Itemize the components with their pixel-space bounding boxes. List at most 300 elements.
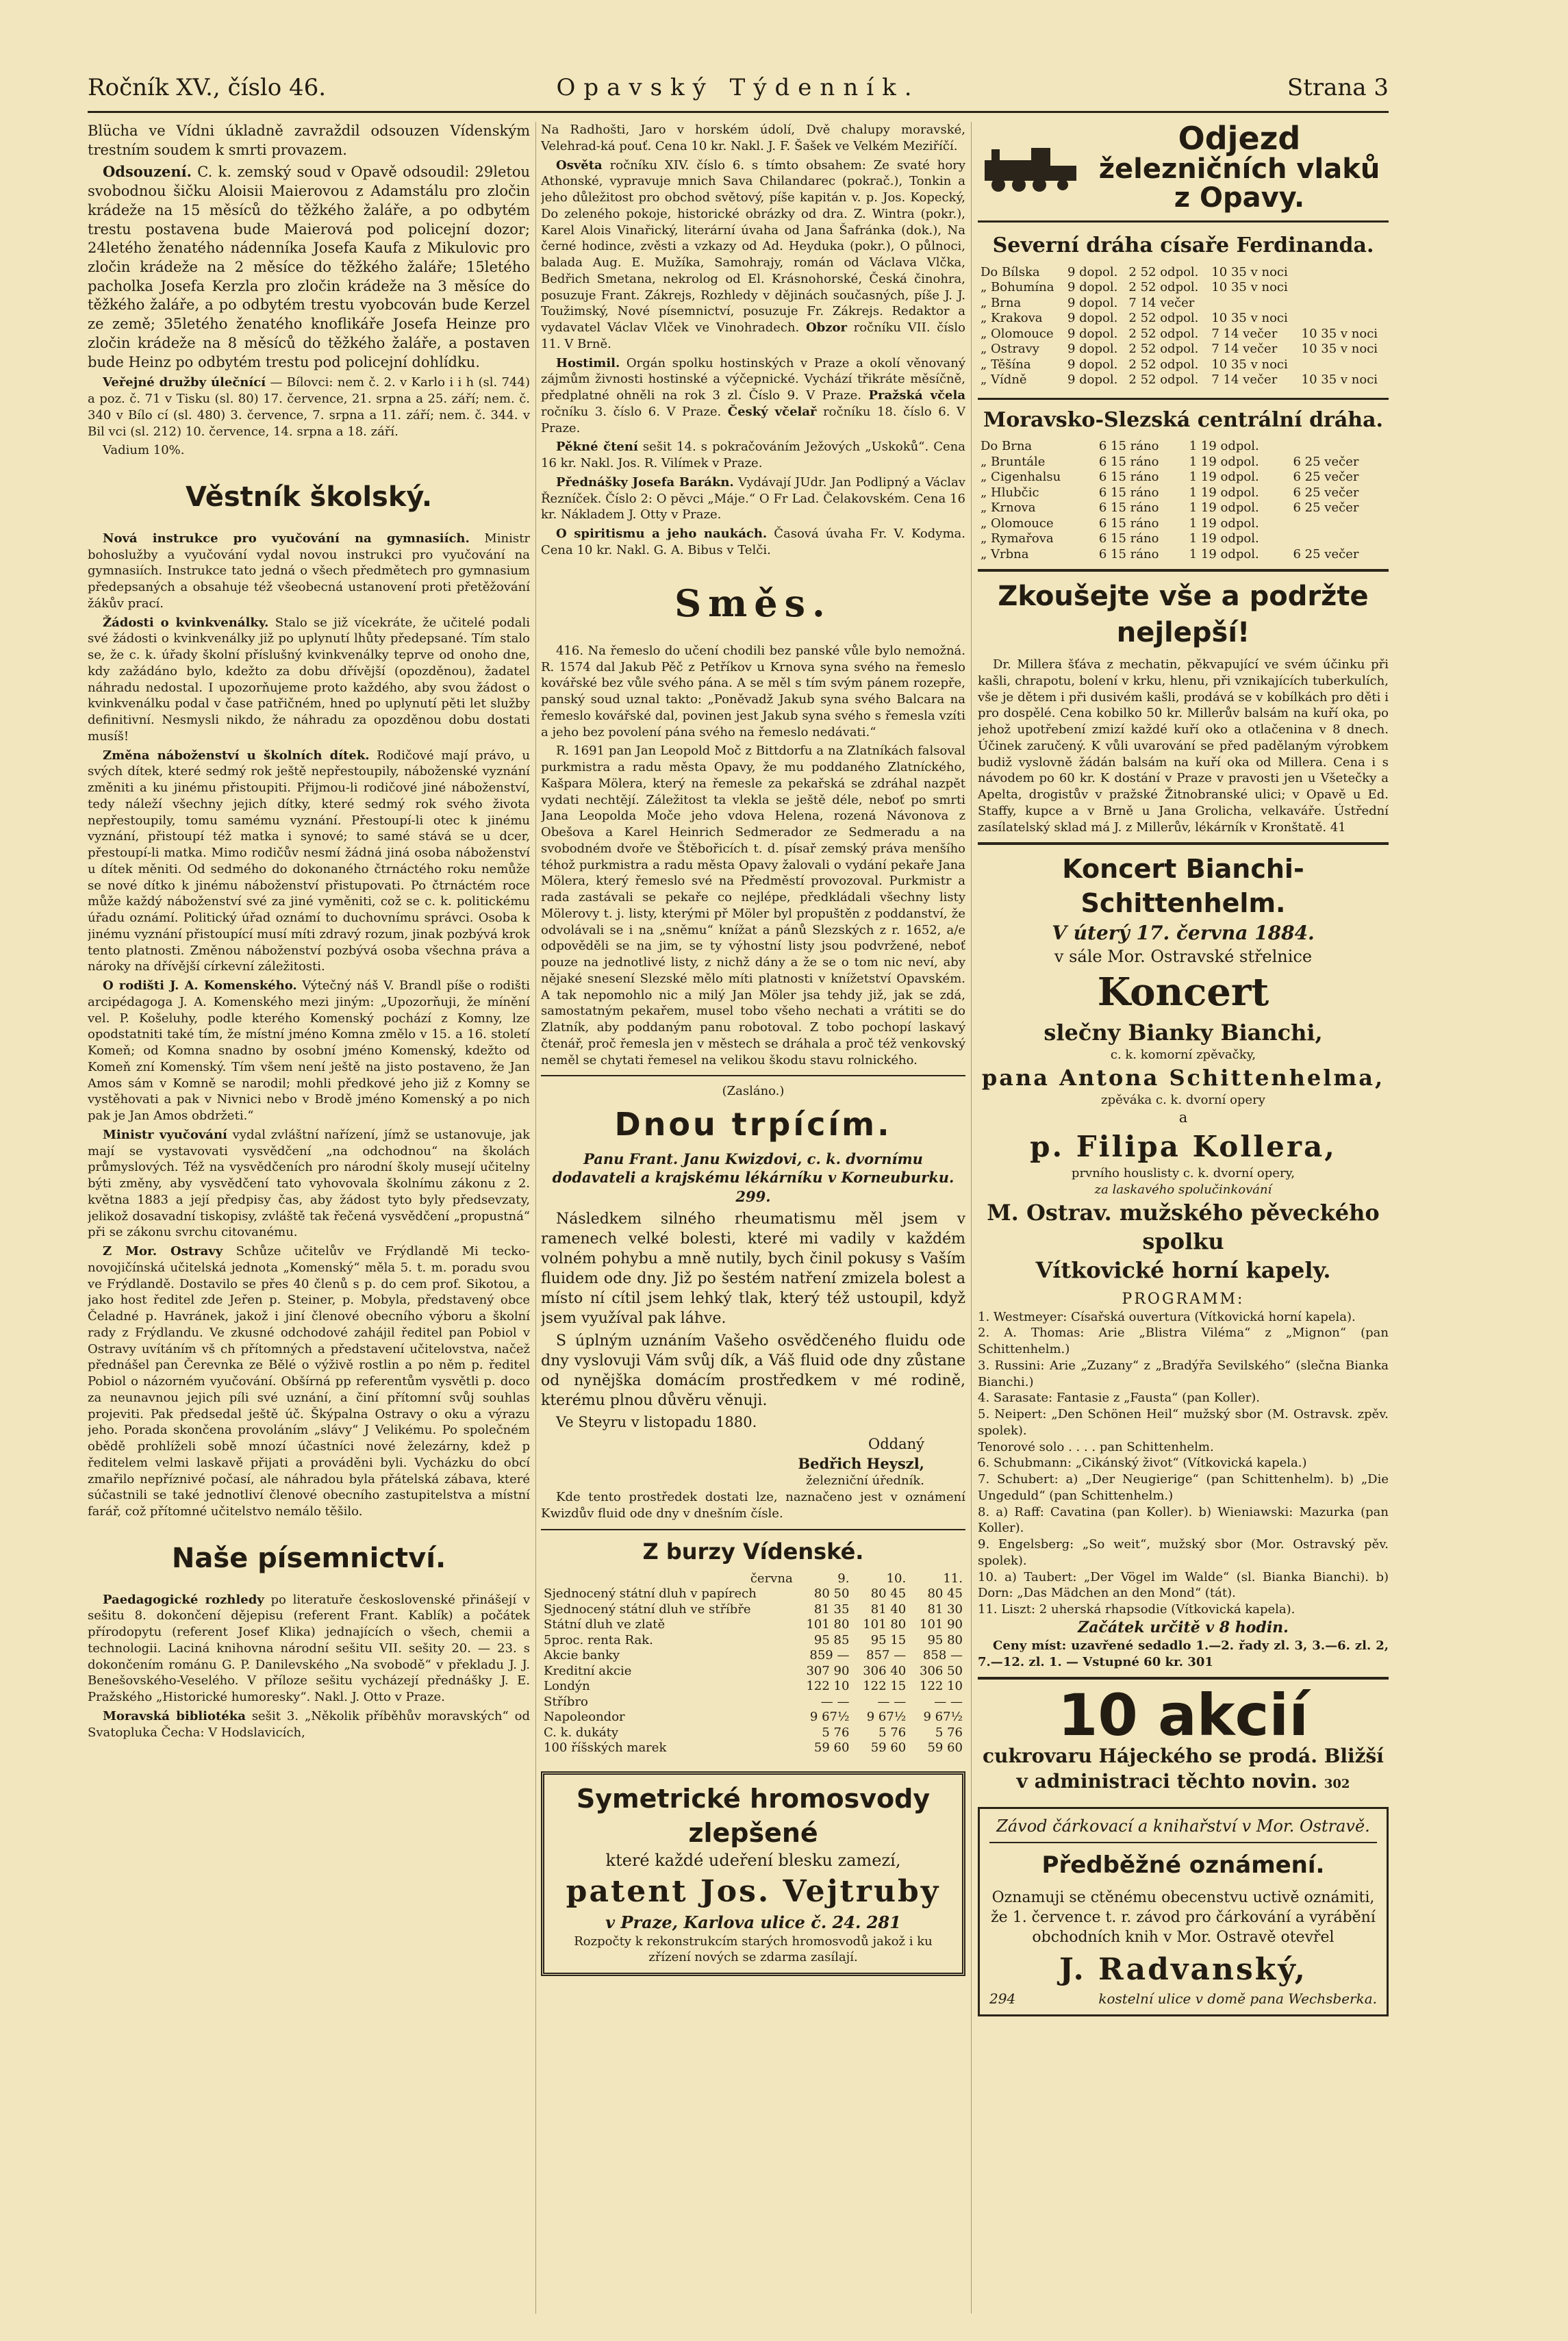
article-body: Výtečný náš V. Brandl píše o rodišti arcipédagoga J. A. Komenského mezi jiným: „Upozorňuji, že mínění vel. P. Košeluhy, podle kterého Komenský pochází z Komny, lze opodstatniti také tím, že místní jméno Komna změlo v 15. a 16. století Komeň; od Komna snadno by osobní jméno Komenský, kdežto od Komeň zní Komenský. Tím všem není ještě na jisto postaveno, že Jan Amos sám v Komně se narodil; mohli předkové jeho již z Komny se vystěhovati a pak v Nivnici nebo v Brodě jméno Komenský a po nich pak je Jan Amos obdržeti.“ [88, 978, 530, 1124]
divider [978, 569, 1389, 572]
timetable-row [978, 501, 1389, 516]
koncert-place: v sále Mor. Ostravské střelnice [1054, 946, 1313, 966]
table-cell: — — [820, 1694, 850, 1709]
table-cell: 10 35 v noci [1211, 311, 1288, 326]
table-cell: 1 19 odpol. [1189, 470, 1259, 485]
table-cell: — — [934, 1694, 963, 1709]
ad-number: 299. [735, 1188, 771, 1206]
koncert-performer: slečny Bianky Bianchi, [1044, 1020, 1323, 1046]
timetable-row [978, 311, 1389, 327]
table-cell: 9 dopol. [1067, 342, 1118, 357]
table-cell [1291, 531, 1389, 547]
table-cell [1299, 296, 1389, 312]
table-cell: 6 15 ráno [1098, 516, 1159, 531]
table-cell: C. k. dukáty [544, 1725, 619, 1740]
program-item: 1. Westmeyer: Císařská ouvertura (Vítkovická horní kapela). [978, 1309, 1356, 1324]
table-cell: 859 — [809, 1648, 850, 1663]
table-cell: 6 25 večer [1293, 470, 1359, 485]
article-body: Časová úvaha Fr. V. Kodyma. Cena 10 kr. Nakl. G. A. Bibus v Telči. [541, 527, 965, 557]
table-cell: 6 15 ráno [1098, 485, 1159, 500]
signature-name: Bedřich Heyszl, [798, 1454, 924, 1472]
column-1 [88, 122, 530, 2314]
table-cell: 1 19 odpol. [1189, 485, 1259, 500]
article-body: Vydávají JUdr. Jan Podlipný a Václav Řezníček. Číslo 2: O pěvci „Máje.“ O Fr Lad. Čelakovském. Cena 16 kr. Nákladem J. Otty v Praze. [541, 474, 965, 522]
table-cell [1299, 311, 1389, 327]
timetable-row [978, 342, 1389, 357]
radvansky-name: J. Radvanský, [1059, 1951, 1307, 1987]
table-cell: „ Olomouce [981, 326, 1054, 341]
column-divider [971, 122, 972, 2314]
page-header [88, 74, 1389, 110]
article-lead: Paedagogické rozhledy [103, 1592, 264, 1607]
table-cell: „ Bruntále [981, 454, 1046, 469]
table-cell: 9 dopol. [1067, 295, 1118, 310]
ad-title: Symetrické hromosvody zlepšené [576, 1783, 931, 1848]
article-body: vydal zvláštní nařízení, jímž se ustanovuje, jak mají se vystavovati vysvědčení „na odchodnou“ na školách průmyslových. Též na vysvědčeních pro národní školy musejí učitelny býti změny, aby vysvědčení tato vyhovovala školnímu zákonu z 2. května 1883 a její předpisy čas, aby žádost tyto byly předsevzaty, jelikož dosavadní tiskopisy, zvláště tak řečená vysvědčení „propustná“ při se zákonu svrchu citovanému. [88, 1127, 530, 1240]
table-cell: 81 30 [927, 1602, 963, 1617]
radvansky-address: kostelní ulice v domě pana Wechsberka. [1098, 1990, 1377, 2007]
koncert-lask: za laskavého spolučinkování [1094, 1182, 1272, 1198]
koncert-spolek: M. Ostrav. mužského pěveckého spolku [987, 1199, 1380, 1255]
table-cell: 6 15 ráno [1098, 501, 1159, 516]
timetable-row [978, 455, 1389, 470]
program-item: 5. Neipert: „Den Schönen Heil“ mužský sbor (M. Ostravsk. zpěv. spolek). [978, 1407, 1389, 1438]
table-cell: 122 10 [920, 1679, 963, 1694]
article-body: Schůze učitelův ve Frýdlandě Mi tecko-novojičínská učitelská jednota „Komenský“ měla 5. t. m. poradu svou ve Frýdlandě. Dostavilo se přes 40 členů s p. do cem prof. Sikotou, a jako host ředitel zde Jeřen p. Steiner, p. Mobyla, představený obce Čeladné p. Havránek, jakož i jiní členové obecního výboru a školní rady z Frýdlandu. Ve zkusné odchodové zahájil ředitel pan Pobiol v Ostravy uvítáním vš ch přítomných a představení učitelovstva, načež přednášel pan Čerevnka ze Bělé o výživě rostlin a po něm p. ředitel Pobiol o názorném vyučování. Obšírná pp referentům vysvětli p. doco za neunavnou jejich píli své uznání, a činí přítomní svůj souhlas projeviti. Pak předsedal ještě úč. Škýpalna Ostravy o oku a výrazu jeho. Porada skončena provoláním „slávy“ J Velikému. Po společném obědě prohlíželi sobě mnozí účastníci nové železárny, kdež p ředitelem velmi laskavě přijati a prováděni byli. Vycházku do obcí zmařilo nepříznivé počasí, ale náhradou byla přátelská zábava, které súčastnili se také jednotliví členové obecního zastupitelstva a místní farář, což přítomné učitelstvo nemálo těšilo. [88, 1244, 530, 1519]
locomotive-icon [978, 140, 1080, 194]
table-cell: 1 19 odpol. [1189, 439, 1259, 454]
table-cell: „ Brna [981, 295, 1022, 310]
performer-role: c. k. komorní zpěvačky, [1110, 1048, 1256, 1063]
timetable-row [978, 470, 1389, 485]
program-item: 11. Liszt: 2 uherská rhapsodie (Vítkovická kapela). [978, 1602, 1295, 1617]
table-cell: 10 35 v noci [1301, 326, 1378, 341]
zkousejte-body [978, 657, 1389, 835]
ad-note: Rozpočty k rekonstrukcím starých hromosvodů jakož i ku zřízení nových se zdarma zasílají. [574, 1934, 933, 1965]
article-body: sešit 14. s pokračováním Ježových „Uskoků“. Cena 16 kr. Nakl. Jos. R. Vilímek v Praze. [541, 440, 965, 470]
ad-address-text: v Praze, Karlova ulice č. 24. [605, 1912, 861, 1932]
table-cell: „ Těšína [981, 357, 1031, 372]
performer-role: prvního houslisty c. k. dvorní opery, [1071, 1166, 1295, 1181]
timetable-row [978, 357, 1389, 373]
article-paragraph: R. 1691 pan Jan Leopold Moč z Bittdorfu a na Zlatníkách falsoval purkmistra a radu města Opavy, že mu poddaného Zlatníckého, Kašpara Mölera, který na řemesle za pekařská se zdráhal nazpět vydati nechtějí. Záležitost ta vlekla se ještě déle, neboť po smrti Jana Leopolda Moče jeho vdova Helena, rozená Návonova z Obešova a Karel Heinrich Sedmerador ze Sedmeradu a na svobodném dvoře ve Štěbořicích t. d. písař zemský práva menšího téhož purkmistra a radu města Opavy žalovali o vydání pekaře Jana Mölera, který řemeslo své na Předměstí provozoval. Purkmistr a rada zastávali se pekaře co nejlépe, předkládali všechny listy Mölerovy t. j. listy, kterými př Möler byl propuštěn z poddanství, že odvolávali se i na „sněmu“ knížat a pánů Slezských z r. 1652, a/e odpověděli se na jim, se ty výhostní listy jsou podvržené, neboť pouze na jednotlivé listy, z nichž dány a že se o tom nic neví, aby nějaké snesení Slezské mělo míti platnosti v knížetství Opavském. A tak nepomohlo nic a milý Jan Möler jsa tehdy již, jak se zdá, samostatným pekařem, musel tobo všeho nechati a vrátiti se do Zlatník, aby poddaným panu robotoval. Z tobo pochopí laskavý čtenář, proč řemesla jen v městech se dráhala a proč též venkovský neměl se chytati řemesel na velikou škodu stavu rolnického. [541, 744, 965, 1067]
table-cell: Napoleondor [544, 1710, 625, 1725]
table-row [541, 1741, 965, 1756]
table-cell: 2 52 odpol. [1128, 372, 1199, 388]
table-row [541, 1648, 965, 1664]
article-lead: Z Mor. Ostravy [103, 1244, 223, 1259]
article-body: Rodičové mají právo, u svých dítek, které sedmý rok ještě nepřestoupily, náboženské vyznání změniti a ku jinému přistoupiti. Přijmou-li rodičové jiné náboženství, tedy náleží všechny jejich dítky, které sedmý rok svého života nepřestoupily, tomu samému vyznání. Přestoupí-li otec k jinému vyznání, přistoupí též matka i synové; to samé stává se u dcer, přestoupí-li matka. Mimo rodičův nesmí žádná jiná osoba náboženství u dítek měniti. Od sedmého do dokonaného čtrnáctého roku nemůže se nové dítko k jinému náboženství přistupovati. Po čtrnáctém roce může každý náboženství své za jiné vyměniti, což se c. k. politickému úřadu oznámí. Politický úřad oznámí to duchovnímu správci. Osoba k jinému vyznání přistoupící musí míti zdravý rozum, jinak pozbývá krok tento platnosti. Změnou náboženství pozbývá osoba všechna práva a nároky na dřívější církevní záležitosti. [88, 748, 530, 974]
severni-timetable [978, 265, 1389, 388]
ad-patent: patent Jos. Vejtruby [566, 1873, 941, 1909]
table-cell: „ Krakova [981, 311, 1043, 326]
program-item: 6. Schubmann: „Cikánský život“ (Vítkovická kapela.) [978, 1456, 1307, 1471]
program-item: Tenorové solo . . . . pan Schittenhelm. [978, 1439, 1214, 1454]
divider [978, 842, 1389, 845]
table-cell: 6 15 ráno [1098, 439, 1159, 454]
divider [978, 1677, 1389, 1680]
article-paragraph: Na Radhošti, Jaro v horském údolí, Dvě chalupy moravské, Velehrad-ká pouť. Cena 10 kr. Nakl. J. F. Šašek ve Velkém Meziříčí. [541, 123, 965, 153]
table-cell: 80 50 [813, 1586, 850, 1602]
ad-address [554, 1912, 952, 1934]
table-cell: 1 19 odpol. [1189, 531, 1259, 546]
table-cell: 101 90 [920, 1617, 963, 1632]
table-cell: 9 dopol. [1067, 264, 1118, 279]
table-cell: Sjednocený státní dluh v papírech [544, 1586, 757, 1602]
article-body: ročníku 3. číslo 6. V Praze. [541, 404, 722, 419]
table-row [541, 1695, 965, 1710]
table-cell: 101 80 [863, 1617, 907, 1632]
divider [541, 1529, 965, 1530]
table-cell: 7 14 večer [1211, 326, 1278, 341]
program-item: 10. a) Taubert: „Der Vögel im Walde“ (sl. Bianka Bianchi). b) Dorn: „Das Mädchen an den Mond“ (tát). [978, 1569, 1389, 1601]
ad-body: Dr. Millera šťáva z mechatin, pěkvapující ve svém účinku při kašli, chrapotu, bolení v krku, hlenu, při vznikajících tuberkulích, vše je dětem i při dusivém kašli, prodává se v kobílkách pro děti i pro dospělé. Cena kobilko 50 kr. Millerův balsám na kuří oka, po jehož upotřebení zmizí každé kuří oko a otlačenina v 8 dnech. Účinek zaručený. K vůli uvarování se před padělaným výrobkem budiž vyslovně žádán balsám na kuří oka od Millera. Cena i s návodem po 60 kr. K dostání v Praze v pravosti jen u Všetečky a Apelta, drogistův v pražské Žitnobranské ulici; v Opavě u Ed. Staffy, kupce a v Brně u Jana Grolicha, velkaváře. Ústřední zasílatelský sklad má J. z Millerův, lékárník v Kronštatě. [978, 657, 1389, 835]
article-paragraph: 416. Na řemeslo do učení chodili bez panské vůle bylo nemožná. R. 1574 dal Jakub Pěč z Petříkov u Krnova syna svého na řemeslo kovářské bez vůle svého pána. A se měl s tím svým pánem rozepře, panský soud uznal takto: „Poněvadž Jakub syna svého Balcara na řemeslo kovářské dal, povinen jest Jakub syna svého s řemesla vzíti a jeho bez povolení pána svého na řemeslo nedávati.“ [541, 643, 965, 739]
article-body: Stalo se již vícekráte, že učitelé podali své žádosti o kvinkvenálky již po uplynutí lhůty předepsané. Tím stalo se, že c. k. úřady školní příslušný kvinkvenálky teprve od onoho dne, kdy zažádáno bylo, kdežto za dobu dřívější (opozděnou), žadatel náhradu nedostal. I upozorňujeme proto každého, aby svou žádost o kvinkvenálku podal v čase patřičném, hned po uplynutí pěti let služby definitivní. Nesmysli nikdo, že náhradu za opozděnou dobu dostati musíš! [88, 615, 530, 744]
koncert-date: V úterý 17. června 1884. [1052, 921, 1315, 944]
table-row [541, 1679, 965, 1695]
ad-address-text: Panu Frant. Janu Kwizdovi, c. k. dvornímu dodavateli a krajskému lékárníku v Korneuburku. [552, 1150, 954, 1187]
column-2 [541, 122, 965, 2314]
table-cell: 95 15 [870, 1632, 907, 1647]
table-cell: 9 dopol. [1067, 372, 1118, 388]
table-cell: 122 10 [806, 1679, 850, 1694]
table-cell: 857 — [866, 1648, 907, 1663]
article-paragraph [541, 526, 965, 559]
table-cell: 6 25 večer [1293, 546, 1359, 561]
timetable-row [978, 485, 1389, 501]
article-lead: Pěkné čtení [556, 440, 638, 455]
table-cell: 9 dopol. [1067, 311, 1118, 326]
table-header-cell: 11. [943, 1571, 963, 1586]
article-lead: Pražská včela [868, 388, 965, 403]
signature-title: Oddaný [868, 1435, 924, 1452]
predbezne-title: Předběžné oznámení. [1041, 1851, 1325, 1879]
table-row [541, 1725, 965, 1741]
article-paragraph [541, 439, 965, 472]
table-cell: 59 60 [870, 1741, 907, 1756]
table-cell: 9 dopol. [1067, 357, 1118, 372]
table-cell: 10 35 v noci [1211, 357, 1288, 372]
table-row [541, 1602, 965, 1618]
table-cell: 7 14 večer [1211, 342, 1278, 357]
table-cell: Sjednocený státní dluh ve stříbře [544, 1602, 751, 1617]
table-cell: Stříbro [544, 1694, 588, 1709]
predbezne-body: Oznamuji se ctěnému obecenstvu uctivě oznámiti, že 1. července t. r. závod pro čárkování a vyrábění obchodních knih v Mor. Ostravě otevřel [991, 1888, 1376, 1946]
table-cell: 2 52 odpol. [1128, 280, 1199, 295]
table-cell: 9 dopol. [1067, 280, 1118, 295]
program-item: 3. Russini: Arie „Zuzany“ z „Bradýřa Sevilského“ (slečna Bianka Bianchi.) [978, 1358, 1389, 1389]
ad-hromosvody [541, 1771, 965, 1976]
train-header [978, 122, 1389, 223]
zavod-title: Závod čárkovací a knihařství v Mor. Ostravě. [989, 1816, 1377, 1843]
article-paragraph [88, 1243, 530, 1520]
table-cell: „ Vrbna [981, 546, 1029, 561]
moravsko-timetable [978, 439, 1389, 562]
table-cell: 5 76 [935, 1725, 963, 1740]
timetable-row [978, 547, 1389, 563]
table-cell: 95 80 [927, 1632, 963, 1647]
table-cell: Do Brna [981, 439, 1033, 454]
timetable-row [978, 372, 1389, 388]
section-title-pisemnictvi: Naše písemnictví. [171, 1542, 446, 1574]
akcii-body: cukrovaru Hájeckého se prodá. Bližší v administraci těchto novin. [983, 1745, 1384, 1793]
table-cell [1299, 280, 1389, 296]
table-cell: 6 25 večer [1293, 501, 1359, 516]
timetable-row [978, 531, 1389, 547]
table-cell: 81 40 [870, 1602, 907, 1617]
table-cell: 6 25 večer [1293, 485, 1359, 500]
table-cell: 1 19 odpol. [1189, 501, 1259, 516]
table-cell [1299, 357, 1389, 373]
signature-role: železniční úředník. [806, 1473, 924, 1489]
table-cell: 6 15 ráno [1098, 546, 1159, 561]
table-row [541, 1664, 965, 1680]
article-paragraph [541, 474, 965, 523]
table-cell: 7 14 večer [1211, 372, 1278, 388]
ad-place: Ve Steyru v listopadu 1880. [556, 1414, 757, 1431]
article-body: Orgán spolku hostinských v Praze a okolí věnovaný zájmům živnosti hostinské a výčepnické. Vychází třikráte měsíčně, předplatné ohněli na rok 3 zl. Číslo 9. V Praze. [541, 355, 965, 403]
table-cell: 5 76 [822, 1725, 850, 1740]
table-cell: 306 50 [920, 1663, 963, 1678]
article-body: C. k. zemský soud v Opavě odsoudil: 29letou svobodnou šičku Aloisii Maierovou z Adamstálu pro zločin krádeže na 15 měsíců do těžkého žaláře, a po odbytém trestu postavena bude Maierová pod policejní dozor; 24letého ženatého nádenníka Josefa Kaufa z Mikulovic pro zločin krádeže na 2 měsíce do těžkého žaláře; 15letého pacholka Josefa Kerzla pro zločin krádeže na 3 měsíce do těžkého žaláře, a po odbytém trestu vyobcován bude Kerzel ze země; 35letého ženatého knoflikáře Josefa Heinze pro zločin krádeže na 8 měsíců do těžkého žaláře, a postaven bude Heinz po odbytém trestu pod policejní dohlídku. [88, 164, 530, 370]
program-item: 2. A. Thomas: Arie „Blistra Viléma“ z „Mignon“ (pan Schittenhelm.) [978, 1326, 1389, 1357]
table-cell: 81 35 [813, 1602, 850, 1617]
table-cell: „ Olomouce [981, 516, 1054, 531]
column-3 [978, 122, 1389, 2314]
table-cell: 9 67½ [866, 1710, 907, 1725]
table-cell: 1 19 odpol. [1189, 454, 1259, 469]
intro-paragraph: Blücha ve Vídni úkladně zavraždil odsouzen Vídenským trestním soudem k smrti provazem. [88, 123, 530, 158]
table-cell: 858 — [922, 1648, 963, 1663]
koncert-performer: pana Antona Schittenhelma, [981, 1065, 1385, 1091]
table-cell: „ Cigenhalsu [981, 470, 1061, 485]
article-body: sešit 3. „Několik příběhův moravských“ od Svatopluka Čecha: V Hodslavicích, [88, 1708, 530, 1740]
article-body: ročníku VII. číslo 11. V Brně. [541, 320, 965, 351]
ad-title-dnou: Dnou trpícím. [614, 1106, 892, 1143]
article-lead: Změna náboženství u školních dítek. [103, 748, 370, 763]
article-body: ročníku XIV. číslo 6. s tímto obsahem: Ze svaté hory Athonské, vypravuje mnich Sava Chilandarec (pokrač.), Tonkin a jeho důležitost pro obchod světový, píše kapitán v. p. Jos. Kopecký, Do zeleného pokoje, historické obrázky od dra. Z. Wintra (pokr.), Karel Alois Vinařický, literární úvaha od Jana Šafránka (dok.), Na černé hodince, zvěsti a vzkazy od Ad. Heyduka (pokr.), O půlnoci, balada Aug. E. Mužíka, Samohrajy, román od Václava Vlčka, Bedřich Smetana, nekrolog od El. Krásnohorské, Česká činohra, posuzuje Frant. Zákrejs, Rozhledy v dějinách současných, píše J. J. Toužimský, Nové písemnictví, posuzuje Fr. Zákrejs. Redaktor a vydavatel Václav Vlček ve Vinohradech. [541, 157, 965, 335]
article-lead: Veřejné družby úlečnící [103, 375, 266, 390]
table-header-cell: 9. [837, 1571, 850, 1586]
header-rule [88, 111, 1389, 113]
timetable-row [978, 296, 1389, 312]
timetable-row [978, 516, 1389, 532]
ad-note: Kde tento prostředek dostati lze, naznačeno jest v oznámení Kwizdův fluid ode dny v dnešním čísle. [541, 1490, 965, 1521]
table-cell: „ Hlubčic [981, 485, 1039, 500]
article-lead: O spiritismu a jeho naukách. [556, 527, 768, 541]
ad-number: 294 [989, 1990, 1016, 2007]
article-lead: Obzor [805, 320, 847, 335]
table-cell: 9 dopol. [1067, 326, 1118, 341]
table-cell: 95 85 [813, 1632, 850, 1647]
table-cell: 7 14 večer [1128, 295, 1195, 310]
table-cell: 122 15 [863, 1679, 907, 1694]
timetable-row [978, 439, 1389, 455]
table-cell: 101 80 [806, 1617, 850, 1632]
article-lead: Osvěta [556, 157, 603, 173]
article-lead: Český včelař [727, 404, 817, 419]
table-cell: 2 52 odpol. [1128, 357, 1199, 372]
koncert-performer: p. Filipa Kollera, [1030, 1129, 1337, 1163]
table-cell: Státní dluh ve zlatě [544, 1617, 666, 1632]
ad-subtitle: které každé udeření blesku zamezí, [605, 1851, 901, 1871]
article-body: Ministr bohoslužby a vyučování vydal novou instrukci pro vyučování na gymnasiích. Instrukce tato jedná o všech předmětech pro gymnasium předepsaných a obsahuje též všeobecná ustanovení proti přetěžování žákův prací. [88, 531, 530, 611]
table-cell: 2 52 odpol. [1128, 264, 1199, 279]
table-cell: 6 15 ráno [1098, 470, 1159, 485]
table-cell: „ Ostravy [981, 342, 1039, 357]
table-row [541, 1586, 965, 1602]
table-cell: „ Vídně [981, 372, 1027, 388]
table-cell: 6 25 večer [1293, 454, 1359, 469]
ad-body: Následkem silného rheumatismu měl jsem v ramenech velké bolesti, které mi vadily v každém volném pohybu a mně nutily, bych činil pokusy s Vaším fluidem ode dny. Již po šestém natření zmizela bolest a místo ní cítil jsem lehký tlak, který též ustoupil, když jsem využíval pak láhve. [541, 1210, 965, 1328]
zaslano-label: (Zasláno.) [722, 1084, 785, 1099]
ad-number: 281 [866, 1912, 901, 1932]
article-paragraph [88, 531, 530, 612]
akcii-title: 10 akcií [1057, 1682, 1309, 1749]
table-header-row [541, 1571, 965, 1587]
koncert-ceny [978, 1638, 1389, 1671]
table-row [541, 1617, 965, 1633]
table-cell [1299, 265, 1389, 281]
table-header-cell: 10. [886, 1571, 907, 1586]
ad-address [541, 1150, 965, 1206]
table-cell: 9 67½ [923, 1710, 963, 1725]
table-cell: 59 60 [927, 1741, 963, 1756]
article-lead: Ministr vyučování [103, 1127, 227, 1142]
article-paragraph [88, 615, 530, 745]
table-cell: 10 35 v noci [1211, 264, 1288, 279]
table-cell: 6 15 ráno [1098, 531, 1159, 546]
article-loterie [88, 375, 530, 440]
table-cell: 9 67½ [809, 1710, 850, 1725]
table-row [541, 1633, 965, 1649]
table-cell: — — [877, 1694, 907, 1709]
table-cell: 1 19 odpol. [1189, 546, 1259, 561]
article-odsouzeni [88, 162, 530, 372]
performer-role: zpěváka c. k. dvorní opery [1101, 1093, 1265, 1108]
program-list [978, 1309, 1389, 1618]
table-row [541, 1710, 965, 1725]
table-header-cell: června [750, 1571, 793, 1586]
timetable-row [978, 327, 1389, 342]
article-lead: Žádosti o kvinkvenálky. [103, 615, 269, 630]
odjezd-subtitle: železničních vlaků z Opavy. [1098, 153, 1380, 214]
divider [541, 1075, 965, 1076]
table-cell: 10 35 v noci [1301, 372, 1378, 388]
table-cell [1209, 296, 1298, 312]
page-number: Strana 3 [1287, 74, 1389, 101]
table-cell: 80 45 [927, 1586, 963, 1602]
article-paragraph [88, 1708, 530, 1741]
table-cell: 6 15 ráno [1098, 454, 1159, 469]
article-paragraph [541, 355, 965, 437]
article-body: po literatuře československé přinášejí v sešitu 8. dokončení dějepisu (referent Frant. Kablík) a počátek přírodopytu (referent Josef Klika) jednajících o všech, chemii a technologii. Laciná knihovna národní sešitu VII. sešity 20. — 23. s dokončením románu G. P. Danilevského „Na svobodě“ v překladu J. J. Benešovského-Veselého. V příloze sešitu vycházejí přednášky J. E. Pražského „Historické humoresky“. Nakl. J. Otto v Praze. [88, 1592, 530, 1705]
burza-title: Z burzy Vídenské. [642, 1538, 864, 1565]
odjezd-title: Odjezd [1178, 122, 1301, 157]
table-cell: Akcie banky [544, 1648, 620, 1663]
ad-number: 41 [1330, 820, 1346, 835]
article-lead: O rodišti J. A. Komenského. [103, 978, 297, 994]
table-cell: 306 40 [863, 1663, 907, 1678]
table-cell: 10 35 v noci [1301, 342, 1378, 357]
table-cell: 1 19 odpol. [1189, 516, 1259, 531]
program-item: 8. a) Raff: Cavatina (pan Koller). b) Wieniawski: Mazurka (pan Koller). [978, 1504, 1389, 1536]
timetable-row [978, 280, 1389, 296]
article-lead: Přednášky Josefa Barákn. [556, 474, 734, 490]
koncert-kapela: Vítkovické horní kapely. [1035, 1257, 1331, 1284]
ad-number: 301 [1187, 1654, 1213, 1669]
ad-zavod [978, 1807, 1389, 2016]
program-item: 7. Schubert: a) „Der Neugierige“ (pan Schittenhelm). b) „Die Ungeduld“ (pan Schittenhelm.) [978, 1472, 1389, 1503]
program-item: 4. Sarasate: Fantasie z „Fausta“ (pan Koller). [978, 1391, 1261, 1406]
article-paragraph [88, 978, 530, 1124]
table-cell: 59 60 [813, 1741, 850, 1756]
table-cell: 5 76 [878, 1725, 907, 1740]
table-cell: 2 52 odpol. [1128, 342, 1199, 357]
table-cell: 2 52 odpol. [1128, 326, 1199, 341]
koncert-big: Koncert [1097, 970, 1269, 1015]
akcii-text [978, 1744, 1389, 1795]
table-cell: Londýn [544, 1679, 590, 1694]
ceny-text: Ceny míst: uzavřené sedadlo 1.—2. řady zl. 3, 3.—6. zl. 2, 7.—12. zl. 1. — Vstupné 60 kr. [978, 1638, 1389, 1669]
table-cell: 80 45 [870, 1586, 907, 1602]
issue-number: Ročník XV., číslo 46. [88, 74, 327, 101]
table-cell: „ Rymařova [981, 531, 1054, 546]
section-title-smes: Směs. [674, 581, 832, 625]
article-lead: Moravská bibliotéka [103, 1708, 246, 1723]
article-paragraph [88, 1127, 530, 1241]
program-title: PROGRAMM: [1122, 1290, 1245, 1308]
loterie-note: Vadium 10%. [103, 443, 185, 458]
table-cell: 10 35 v noci [1211, 280, 1288, 295]
table-cell [1291, 516, 1389, 532]
radvansky-footer [989, 1990, 1377, 2008]
ad-body: S úplným uznáním Vašeho osvědčeného fluidu ode dny vyslovuji Vám svůj dík, a Váš fluid ode dny zůstane od nynějška domácím prostředkem v mé rodině, kterému plnou důvěru věnuji. [541, 1332, 965, 1410]
table-cell: Do Bílska [981, 264, 1040, 279]
article-paragraph [541, 157, 965, 353]
table-cell: 307 90 [806, 1663, 850, 1678]
article-body: — Bílovci: nem č. 2. v Karlo i i h (sl. 744) a poz. č. 71 v Tisku (sl. 80) 17. července, 21. srpna a 25. září; nem. č. 340 v Bílo cí (sl. 480) 3. července, 7. srpna a 11. září; nem. č. 344. v Bil vci (sl. 212) 10. července, 14. srpna a 18. září. [88, 375, 530, 439]
burza-table [541, 1571, 965, 1756]
koncert-zacatek: Začátek určitě v 8 hodin. [1078, 1618, 1289, 1636]
column-divider [535, 122, 536, 2314]
table-cell: „ Krnova [981, 501, 1036, 516]
table-cell: 2 52 odpol. [1128, 311, 1199, 326]
koncert-title: Koncert Bianchi-Schittenhelm. [1062, 854, 1304, 919]
conjunction: a [1178, 1109, 1188, 1126]
article-lead: Nová instrukce pro vyučování na gymnasiích. [103, 531, 470, 546]
article-lead: Odsouzení. [103, 163, 192, 181]
table-cell [1291, 439, 1389, 455]
table-cell: 100 říšských marek [544, 1741, 667, 1756]
table-cell: 5proc. renta Rak. [544, 1632, 653, 1647]
newspaper-title: Opavský Týdenník. [556, 74, 920, 101]
table-cell: „ Bohumína [981, 280, 1054, 295]
zkousejte-title: Zkoušejte vše a podržte nejlepší! [998, 581, 1369, 649]
ad-signature [541, 1435, 965, 1489]
moravsko-title: Moravsko-Slezská centrální dráha. [978, 398, 1389, 434]
article-paragraph [88, 748, 530, 976]
program-item: 9. Engelsberg: „So weit“, mužský sbor (Mor. Ostravský pěv. spolek). [978, 1537, 1389, 1568]
article-body: ročníku 18. číslo 6. V Praze. [541, 404, 965, 435]
article-lead: Hostimil. [556, 355, 620, 370]
timetable-row [978, 265, 1389, 281]
section-title-vestnik: Věstník školský. [185, 481, 433, 514]
table-cell: Kreditní akcie [544, 1663, 632, 1678]
severni-title: Severní dráha císaře Ferdinanda. [992, 233, 1374, 258]
article-paragraph [88, 1592, 530, 1706]
